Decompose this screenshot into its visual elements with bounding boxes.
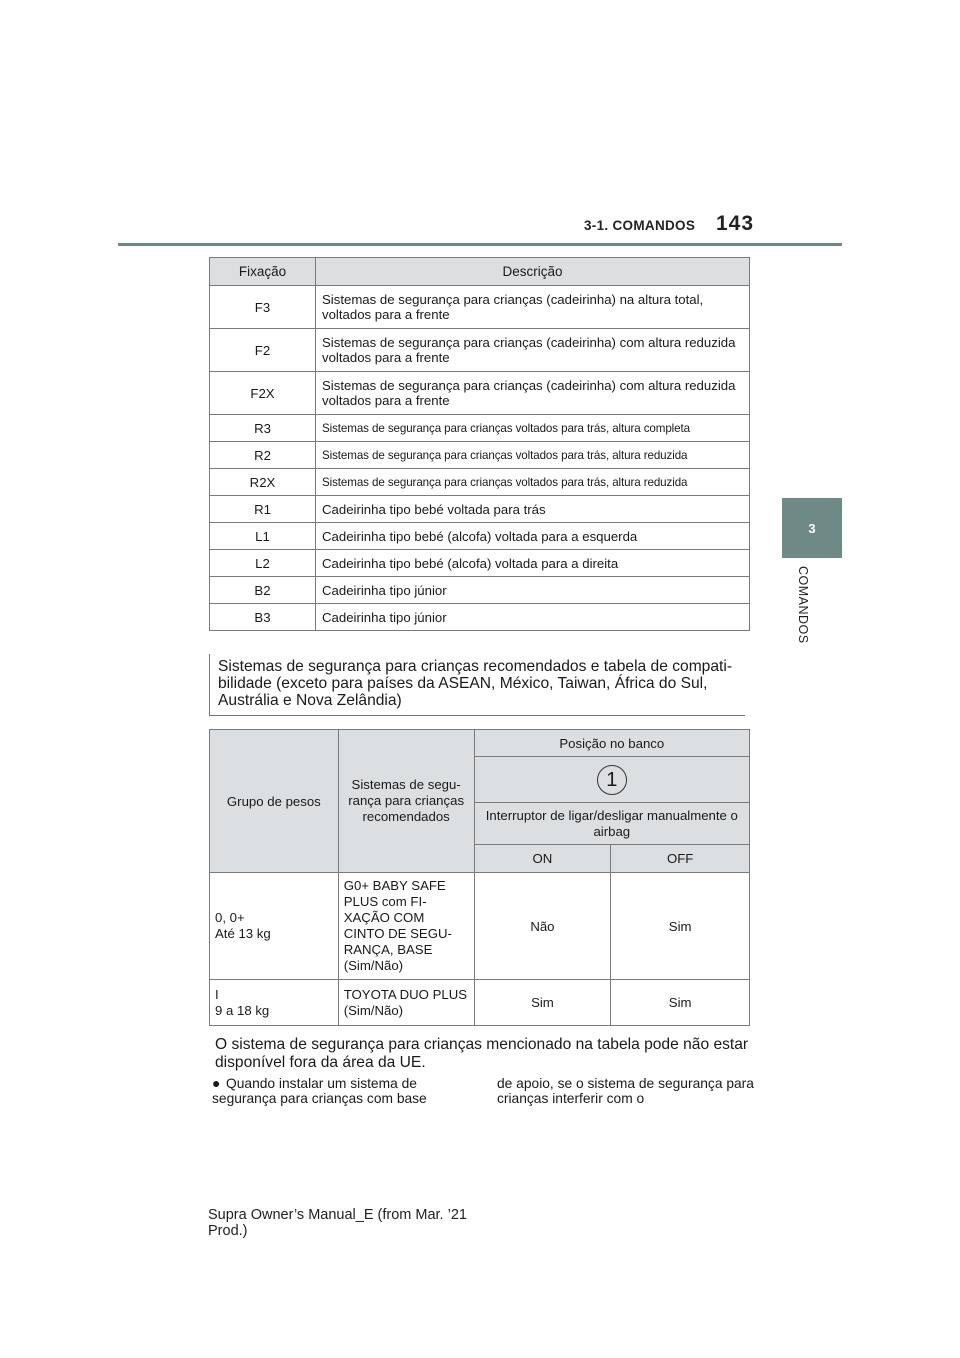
weight-group-cell [210, 980, 339, 1026]
table-row [210, 980, 750, 1026]
manual-footer: Supra Owner’s Manual_E (from Mar. ’21 Prod.) [208, 1207, 467, 1239]
airbag-switch-header: Interruptor de ligar/desligar manualmente o airbag [474, 803, 749, 845]
fixation-code: F2X [210, 372, 316, 415]
table-row [210, 329, 750, 372]
page-number: 143 [716, 212, 755, 235]
fixation-description: Sistemas de segurança para crianças (cadeirinha) com altura reduzida voltados para a frente [316, 372, 750, 415]
off-header: OFF [611, 845, 750, 873]
weight-group: 0, 0+ [215, 910, 245, 925]
chapter-tab [782, 498, 842, 558]
bullet-text-left: Quando instalar um sistema de segurança para crianças com base [212, 1076, 427, 1106]
fixation-description: Sistemas de segurança para crianças voltados para trás, altura reduzida [316, 442, 750, 469]
header-divider [118, 243, 842, 246]
table-row [210, 286, 750, 329]
weight-group-cell [210, 873, 339, 980]
on-value: Não [474, 873, 611, 980]
fixation-code: B3 [210, 604, 316, 631]
fixation-code: L2 [210, 550, 316, 577]
fixation-code: B2 [210, 577, 316, 604]
bullet-text-right: de apoio, se o sistema de segurança para crianças interferir com o [497, 1076, 754, 1106]
description-header: Descrição [316, 258, 750, 286]
on-header: ON [474, 845, 611, 873]
table-row [210, 415, 750, 442]
off-value: Sim [611, 873, 750, 980]
seat-number-icon: 1 [597, 765, 627, 795]
recommended-system: TOYOTA DUO PLUS (Sim/Não) [338, 980, 474, 1026]
section-title: 3-1. COMANDOS [584, 218, 696, 233]
table-row [210, 496, 750, 523]
table-row [210, 577, 750, 604]
off-value: Sim [611, 980, 750, 1026]
fixation-table [209, 257, 750, 631]
table-row [210, 442, 750, 469]
availability-note: O sistema de segurança para crianças mencionado na tabela pode não estar disponível fora da área da UE. [215, 1036, 749, 1071]
fixation-code: R1 [210, 496, 316, 523]
table-row [210, 372, 750, 415]
fixation-description: Cadeirinha tipo júnior [316, 577, 750, 604]
seat-position-header: Posição no banco [474, 730, 749, 757]
fixation-description: Cadeirinha tipo bebé (alcofa) voltada para a direita [316, 550, 750, 577]
fixation-code: F3 [210, 286, 316, 329]
chapter-number: 3 [808, 520, 816, 536]
on-value: Sim [474, 980, 611, 1026]
fixation-description: Sistemas de segurança para crianças voltados para trás, altura completa [316, 415, 750, 442]
table-row [210, 873, 750, 980]
fixation-description: Cadeirinha tipo bebé (alcofa) voltada para a esquerda [316, 523, 750, 550]
weight-group-header: Grupo de pesos [210, 730, 339, 873]
fixation-header: Fixação [210, 258, 316, 286]
table-row [210, 730, 750, 757]
weight-range: Até 13 kg [215, 926, 271, 941]
fixation-code: R2 [210, 442, 316, 469]
table-row [210, 550, 750, 577]
recommended-system-header: Sistemas de segu-rança para crianças recomendados [338, 730, 474, 873]
bullet-item [212, 1076, 482, 1106]
table-row [210, 604, 750, 631]
fixation-code: L1 [210, 523, 316, 550]
fixation-description: Cadeirinha tipo júnior [316, 604, 750, 631]
bullet-icon: ● [212, 1075, 221, 1091]
fixation-description: Sistemas de segurança para crianças (cadeirinha) na altura total, voltados para a frente [316, 286, 750, 329]
weight-range: 9 a 18 kg [215, 1002, 270, 1018]
fixation-description: Sistemas de segurança para crianças voltados para trás, altura reduzida [316, 469, 750, 496]
weight-group: I [215, 986, 219, 1002]
compatibility-table [209, 729, 750, 1026]
table-row [210, 469, 750, 496]
fixation-code: R2X [210, 469, 316, 496]
seat-number-cell [474, 757, 749, 803]
fixation-description: Sistemas de segurança para crianças (cadeirinha) com altura reduzida voltados para a frente [316, 329, 750, 372]
section-note: Sistemas de segurança para crianças recomendados e tabela de compati-bilidade (exceto para países da ASEAN, México, Taiwan, África do Sul, Austrália e Nova Zelândia) [209, 654, 745, 716]
recommended-system: G0+ BABY SAFE PLUS com FI-XAÇÃO COM CINTO DE SEGU-RANÇA, BASE (Sim/Não) [338, 873, 474, 980]
fixation-description: Cadeirinha tipo bebé voltada para trás [316, 496, 750, 523]
chapter-label: COMANDOS [796, 566, 810, 644]
fixation-code: F2 [210, 329, 316, 372]
fixation-code: R3 [210, 415, 316, 442]
table-row [210, 523, 750, 550]
